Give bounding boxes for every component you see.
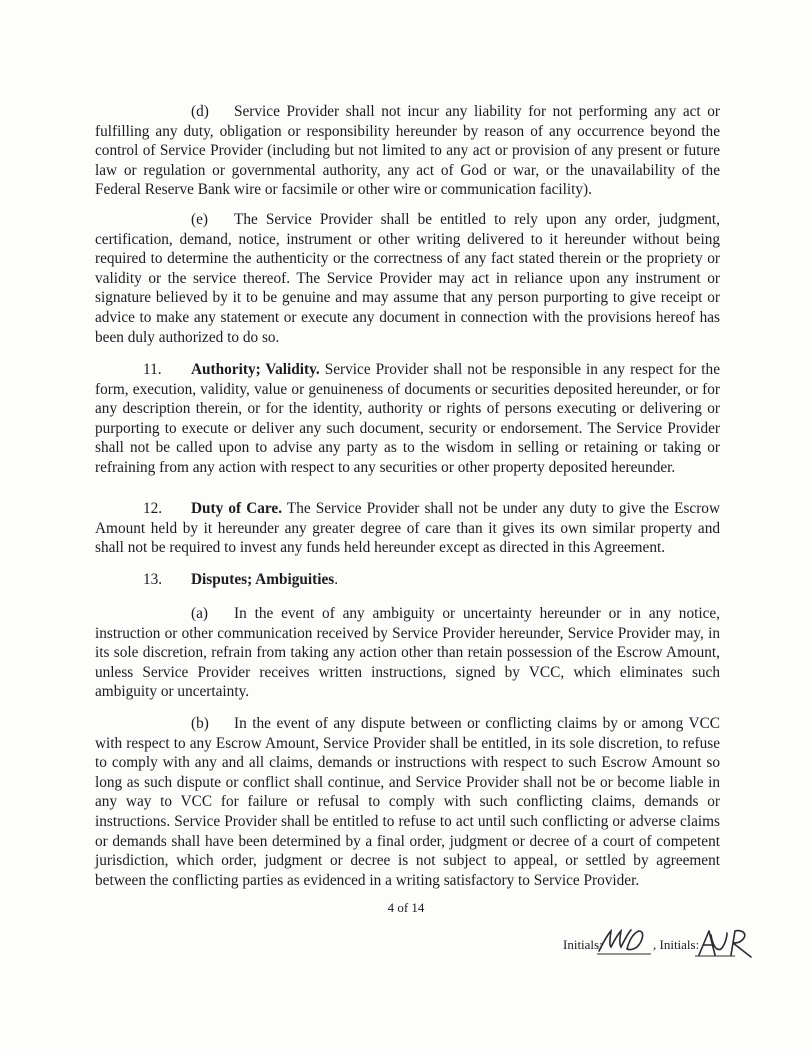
section-13-heading: Disputes; Ambiguities bbox=[191, 571, 335, 588]
initials-label-1: Initials: bbox=[563, 937, 603, 952]
paragraph-e bbox=[95, 210, 720, 347]
page-number: 4 of 14 bbox=[387, 900, 425, 915]
section-12-text: The Service Provider shall not be under any duty to give the Escrow Amount held by it hereunder any greater degree of care than it gives its own similar property and shall not be required to invest any funds held hereunder except as directed in this Agreement. bbox=[95, 500, 720, 557]
paragraph-13b-label: (b) bbox=[191, 715, 209, 732]
paragraph-d-label: (d) bbox=[191, 103, 209, 120]
paragraph-13b bbox=[95, 714, 720, 890]
handwritten-initials-2 bbox=[695, 925, 759, 959]
paragraph-d bbox=[95, 102, 720, 200]
section-13-number: 13. bbox=[143, 571, 163, 588]
paragraph-e-label: (e) bbox=[191, 211, 208, 228]
paragraph-13b-text: In the event of any dispute between or conflicting claims by or among VCC with respect to any Escrow Amount, Service Provider shall be entitled, in its sole discretion, to refuse to comply with any and all claims, demands or instructions with respect to such Escrow Amount so long as such dispute or conflict shall continue, and Service Provider shall not be or become liable in any way to VCC for failure or refusal to comply with such conflicting claims, demands or instructions. Service Provider shall be entitled to refuse to act until such conflicting or adverse claims or demands shall have been determined by a final order, judgment or decree of a court of competent jurisdiction, which order, judgment or decree is not subject to appeal, or settled by agreement between the conflicting parties as evidenced in a writing satisfactory to Service Provider. bbox=[95, 715, 720, 889]
initials-block bbox=[563, 925, 763, 965]
section-11-heading: Authority; Validity. bbox=[191, 361, 320, 378]
section-11-text: Service Provider shall not be responsible in any respect for the form, execution, validity, value or genuineness of documents or securities deposited hereunder, or for any description therein, or for the identity, authority or rights of persons executing or delivering or purporting to execute or deliver any such document, security or endorsement. The Service Provider shall not be called upon to advise any party as to the wisdom in selling or retaining or taking or refraining from any action with respect to any securities or other property deposited hereunder. bbox=[95, 361, 720, 476]
initials-label-2: , Initials: bbox=[653, 937, 700, 952]
section-11-number: 11. bbox=[143, 361, 162, 378]
section-12-number: 12. bbox=[143, 500, 163, 517]
paragraph-13a-label: (a) bbox=[191, 605, 208, 622]
paragraph-e-text: The Service Provider shall be entitled to rely upon any order, judgment, certification, demand, notice, instrument or other writing delivered to it hereunder without being required to determine the authenticity or the correctness of any fact stated therein or the propriety or validity or the service thereof. The Service Provider may act in reliance upon any instrument or signature believed by it to be genuine and may assume that any person purporting to give receipt or advice to make any statement or execute any document in connection with the provisions hereof has been duly authorized to do so. bbox=[95, 211, 720, 346]
paragraph-13a-text: In the event of any ambiguity or uncertainty hereunder or in any notice, instruction or other communication received by Service Provider hereunder, Service Provider may, in its sole discretion, refrain from taking any action other than retain possession of the Escrow Amount, unless Service Provider receives written instructions, signed by VCC, which eliminates such ambiguity or uncertainty. bbox=[95, 605, 720, 701]
section-11 bbox=[95, 360, 720, 478]
paragraph-d-text: Service Provider shall not incur any liability for not performing any act or fulfilling any duty, obligation or responsibility hereunder by reason of any occurrence beyond the control of Service Provider (including but not limited to any act or provision of any present or future law or regulation or governmental authority, any act of God or war, or the unavailability of the Federal Reserve Bank wire or facsimile or other wire or communication facility). bbox=[95, 103, 720, 199]
section-12-heading: Duty of Care. bbox=[191, 500, 283, 517]
handwritten-initials-1 bbox=[597, 925, 651, 957]
paragraph-13a bbox=[95, 604, 720, 702]
section-13-heading-end: . bbox=[334, 571, 339, 588]
section-12 bbox=[95, 499, 720, 558]
section-13 bbox=[95, 570, 720, 590]
